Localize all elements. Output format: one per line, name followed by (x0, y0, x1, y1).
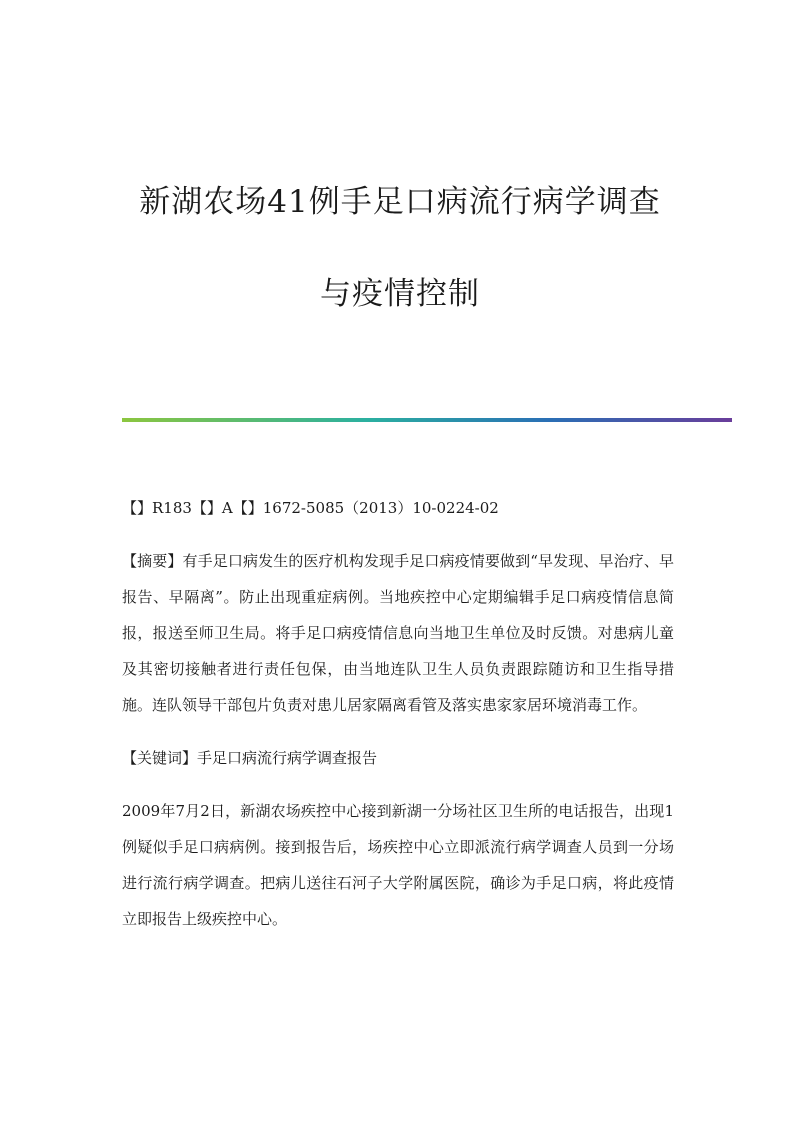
keywords-paragraph (122, 740, 674, 776)
title-line-2: 与疫情控制 (320, 276, 480, 312)
title-line-1: 新湖农场41例手足口病流行病学调查 (139, 184, 661, 220)
keywords-text: 手足口病流行病学调查报告 (197, 749, 378, 767)
title-divider (122, 418, 732, 422)
abstract-text: 有手足口病发生的医疗机构发现手足口病疫情要做到“早发现、早治疗、早报告、早隔离”。防止出现重症病例。当地疾控中心定期编辑手足口病疫情信息简报，报送至师卫生局。将手足口病疫情信息向当地卫生单位及时反馈。对患病儿童及其密切接触者进行责任包保，由当地连队卫生人员负责跟踪随访和卫生指导措施。连队领导干部包片负责对患儿居家隔离看管及落实患家家居环境消毒工作。 (122, 552, 674, 714)
classification-meta: 【】R183【】A【】1672-5085（2013）10-0224-02 (122, 499, 499, 517)
keywords-label: 【关键词】 (122, 749, 198, 767)
document-title (0, 183, 800, 313)
body-paragraph-1: 2009年7月2日，新湖农场疾控中心接到新湖一分场社区卫生所的电话报告，出现1例疑似手足口病病例。接到报告后，场疾控中心立即派流行病学调查人员到一分场进行流行病学调查。把病儿送往石河子大学附属医院，确诊为手足口病，将此疫情立即报告上级疾控中心。 (122, 802, 674, 928)
document-body (122, 490, 674, 954)
abstract-paragraph (122, 543, 674, 723)
abstract-label: 【摘要】 (122, 552, 183, 570)
